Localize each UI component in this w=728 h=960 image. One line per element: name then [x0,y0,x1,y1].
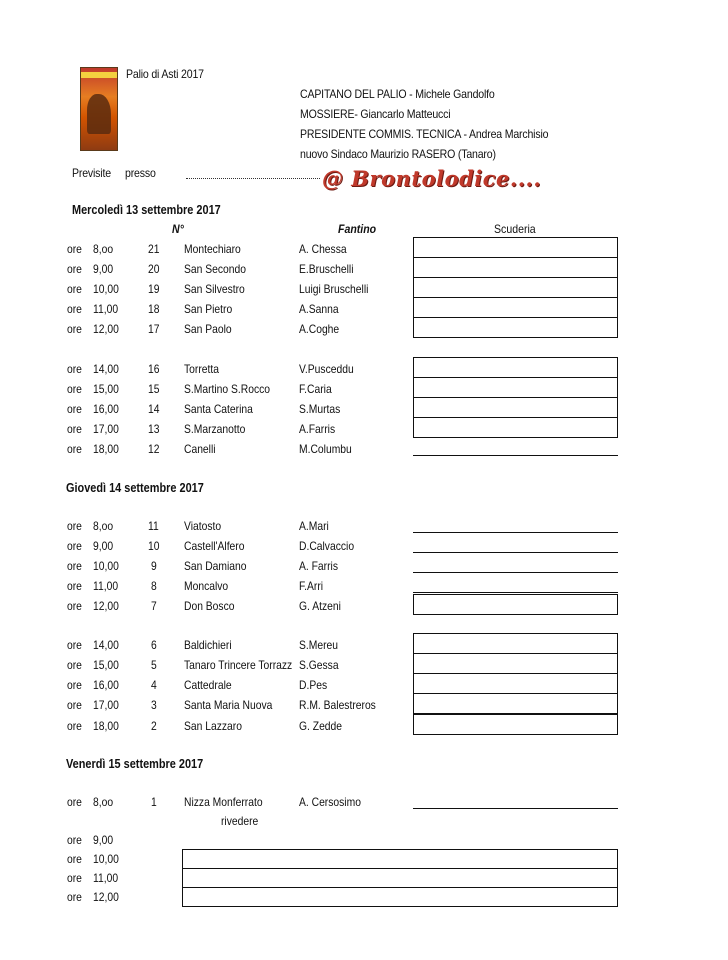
scuderia-cell[interactable] [413,377,618,398]
row-ore-label: ore [67,678,82,692]
row-number: 13 [148,422,160,436]
row-ore-label: ore [67,698,82,712]
row-number: 5 [151,658,157,672]
scuderia-cell[interactable] [413,714,618,735]
row-time: 8,oo [93,519,114,533]
row-number: 3 [151,698,157,712]
scuderia-cell[interactable] [413,357,618,378]
row-ore-label: ore [67,871,82,885]
row-fantino: A.Sanna [299,302,339,316]
row-borgo: Montechiaro [184,242,241,256]
row-ore-label: ore [67,442,82,456]
row-time: 10,00 [93,282,119,296]
row-time: 8,oo [93,795,114,809]
row-ore-label: ore [67,559,82,573]
col-header-fantino: Fantino [338,222,377,236]
row-time: 15,00 [93,382,119,396]
row-borgo: Castell'Alfero [184,539,245,553]
row-time: 9,00 [93,262,114,276]
row-ore-label: ore [67,422,82,436]
row-ore-label: ore [67,382,82,396]
row-time: 12,00 [93,890,119,904]
scuderia-cell[interactable] [413,297,618,318]
row-time: 18,00 [93,442,119,456]
row-ore-label: ore [67,302,82,316]
info-sindaco: nuovo Sindaco Maurizio RASERO (Tanaro) [300,147,496,161]
row-fantino: D.Pes [299,678,328,692]
col-header-scuderia: Scuderia [494,222,536,236]
row-time: 17,00 [93,698,119,712]
row-time: 15,00 [93,658,119,672]
row-time: 17,00 [93,422,119,436]
row-number: 4 [151,678,157,692]
scuderia-cell[interactable] [413,693,618,714]
row-ore-label: ore [67,579,82,593]
watermark: @ Brontolodice.... [322,166,542,191]
row-number: 18 [148,302,160,316]
row-fantino: R.M. Balestreros [299,698,376,712]
row-fantino: A.Mari [299,519,329,533]
row-ore-label: ore [67,322,82,336]
row-borgo: Viatosto [184,519,222,533]
wide-entry-cell[interactable] [182,849,618,869]
scuderia-cell[interactable] [413,594,618,615]
row-fantino: Luigi Bruschelli [299,282,369,296]
scuderia-cell[interactable] [413,653,618,674]
scuderia-cell[interactable] [413,237,618,258]
row-fantino: S.Gessa [299,658,339,672]
row-borgo: S.Martino S.Rocco [184,382,271,396]
row-number: 17 [148,322,160,336]
row-time: 14,00 [93,638,119,652]
row-note: rivedere [221,814,259,828]
row-number: 7 [151,599,157,613]
row-ore-label: ore [67,719,82,733]
row-number: 19 [148,282,160,296]
row-borgo: Santa Caterina [184,402,253,416]
row-time: 12,00 [93,599,119,613]
row-borgo: Don Bosco [184,599,235,613]
row-ore-label: ore [67,262,82,276]
row-borgo: San Damiano [184,559,247,573]
row-time: 8,oo [93,242,114,256]
row-number: 9 [151,559,157,573]
row-time: 10,00 [93,559,119,573]
day-title-thursday: Giovedì 14 settembre 2017 [66,480,204,495]
row-fantino: A.Farris [299,422,336,436]
row-time: 14,00 [93,362,119,376]
scuderia-line[interactable] [413,455,618,456]
row-ore-label: ore [67,242,82,256]
row-number: 1 [151,795,157,809]
row-time: 10,00 [93,852,119,866]
row-borgo: Cattedrale [184,678,232,692]
row-fantino: S.Mereu [299,638,339,652]
row-ore-label: ore [67,833,82,847]
row-fantino: A. Cersosimo [299,795,361,809]
row-ore-label: ore [67,282,82,296]
row-fantino: G. Atzeni [299,599,341,613]
row-ore-label: ore [67,638,82,652]
row-time: 12,00 [93,322,119,336]
row-number: 16 [148,362,160,376]
row-ore-label: ore [67,852,82,866]
row-fantino: A.Coghe [299,322,340,336]
row-borgo: San Secondo [184,262,246,276]
row-ore-label: ore [67,519,82,533]
row-ore-label: ore [67,658,82,672]
row-number: 12 [148,442,160,456]
event-title: Palio di Asti 2017 [126,67,204,81]
row-number: 8 [151,579,157,593]
row-fantino: F.Caria [299,382,332,396]
row-ore-label: ore [67,402,82,416]
row-number: 14 [148,402,160,416]
info-mossiere: MOSSIERE- Giancarlo Matteucci [300,107,451,121]
row-number: 20 [148,262,160,276]
day-title-wednesday: Mercoledì 13 settembre 2017 [72,202,221,217]
row-fantino: M.Columbu [299,442,352,456]
row-time: 16,00 [93,678,119,692]
row-time: 11,00 [93,871,119,885]
row-borgo: Canelli [184,442,216,456]
row-number: 2 [151,719,157,733]
wide-entry-cell[interactable] [182,887,618,907]
scuderia-line[interactable] [413,808,618,809]
row-fantino: A. Chessa [299,242,347,256]
row-time: 11,00 [93,579,119,593]
previsite-label: Previsite [72,166,111,180]
row-number: 15 [148,382,160,396]
row-borgo: San Paolo [184,322,232,336]
scuderia-cell[interactable] [413,257,618,278]
row-borgo: Santa Maria Nuova [184,698,273,712]
row-borgo: Torretta [184,362,219,376]
scuderia-cell[interactable] [413,417,618,438]
row-fantino: D.Calvaccio [299,539,355,553]
row-fantino: S.Murtas [299,402,341,416]
scuderia-cell[interactable] [413,673,618,694]
row-borgo: S.Marzanotto [184,422,246,436]
presso-dotted-line [186,178,320,179]
row-fantino: V.Pusceddu [299,362,354,376]
row-borgo: Moncalvo [184,579,229,593]
row-borgo: San Lazzaro [184,719,242,733]
row-time: 9,00 [93,539,114,553]
row-fantino: A. Farris [299,559,338,573]
scuderia-cell[interactable] [413,633,618,654]
scuderia-cell[interactable] [413,277,618,298]
row-borgo: San Pietro [184,302,233,316]
row-borgo: Baldichieri [184,638,232,652]
col-header-num: N° [172,222,184,236]
row-ore-label: ore [67,795,82,809]
scuderia-cell[interactable] [413,397,618,418]
row-ore-label: ore [67,539,82,553]
wide-entry-cell[interactable] [182,868,618,888]
row-number: 11 [148,519,159,533]
day-title-friday: Venerdì 15 settembre 2017 [66,756,204,771]
row-time: 9,00 [93,833,114,847]
row-number: 10 [148,539,160,553]
palio-logo [80,67,118,151]
row-number: 21 [148,242,160,256]
row-time: 18,00 [93,719,119,733]
row-ore-label: ore [67,599,82,613]
scuderia-line[interactable] [413,572,618,573]
presso-label: presso [125,166,156,180]
scuderia-line[interactable] [413,532,618,533]
scuderia-line[interactable] [413,592,618,593]
info-presidente: PRESIDENTE COMMIS. TECNICA - Andrea Marchisio [300,127,549,141]
row-borgo: San Silvestro [184,282,245,296]
row-borgo: Tanaro Trincere Torrazz [184,658,293,672]
row-time: 16,00 [93,402,119,416]
info-capitano: CAPITANO DEL PALIO - Michele Gandolfo [300,87,495,101]
row-time: 11,00 [93,302,119,316]
row-fantino: F.Arri [299,579,324,593]
scuderia-cell[interactable] [413,317,618,338]
row-fantino: E.Bruschelli [299,262,354,276]
row-borgo: Nizza Monferrato [184,795,263,809]
row-ore-label: ore [67,890,82,904]
scuderia-line[interactable] [413,552,618,553]
row-fantino: G. Zedde [299,719,343,733]
row-number: 6 [151,638,157,652]
row-ore-label: ore [67,362,82,376]
